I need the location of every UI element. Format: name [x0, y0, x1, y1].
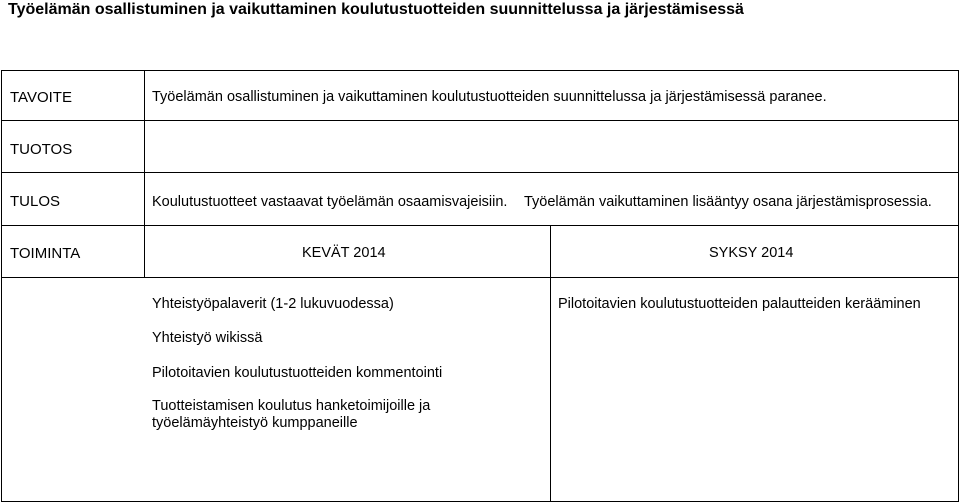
table-border-left: [1, 70, 2, 502]
tulos-text-1: Koulutustuotteet vastaavat työelämän osaamisvajeisiin.: [152, 194, 508, 210]
spring-item-3: Pilotoitavien koulutustuotteiden kommentointi: [152, 365, 443, 381]
tulos-text-2: Työelämän vaikuttaminen lisääntyy osana järjestämisprosessia.: [524, 194, 932, 210]
spring-item-1: Yhteistyöpalaverit (1-2 lukuvuodessa): [152, 296, 394, 312]
spring-item-2: Yhteistyö wikissä: [152, 330, 263, 346]
autumn-item-1: Pilotoitavien koulutustuotteiden palautteiden kerääminen: [558, 296, 921, 312]
document-title: Työelämän osallistuminen ja vaikuttaminen koulutustuotteiden suunnittelussa ja järjestämisessä: [8, 1, 744, 18]
season-column-divider: [550, 225, 551, 502]
tavoite-label: TAVOITE: [10, 89, 72, 106]
tavoite-text: Työelämän osallistuminen ja vaikuttaminen koulutustuotteiden suunnittelussa ja järjestämisessä paranee.: [152, 89, 827, 105]
spring-column-header: KEVÄT 2014: [302, 245, 386, 261]
autumn-column-header: SYKSY 2014: [709, 245, 794, 261]
tuotos-label: TUOTOS: [10, 141, 73, 158]
label-column-divider: [144, 70, 145, 278]
table-border-bottom: [1, 501, 959, 502]
tulos-label: TULOS: [10, 193, 61, 210]
spring-item-4: Tuotteistamisen koulutus hanketoimijoille ja työelämäyhteistyö kumppaneille: [152, 398, 431, 431]
toiminta-label: TOIMINTA: [10, 245, 81, 262]
